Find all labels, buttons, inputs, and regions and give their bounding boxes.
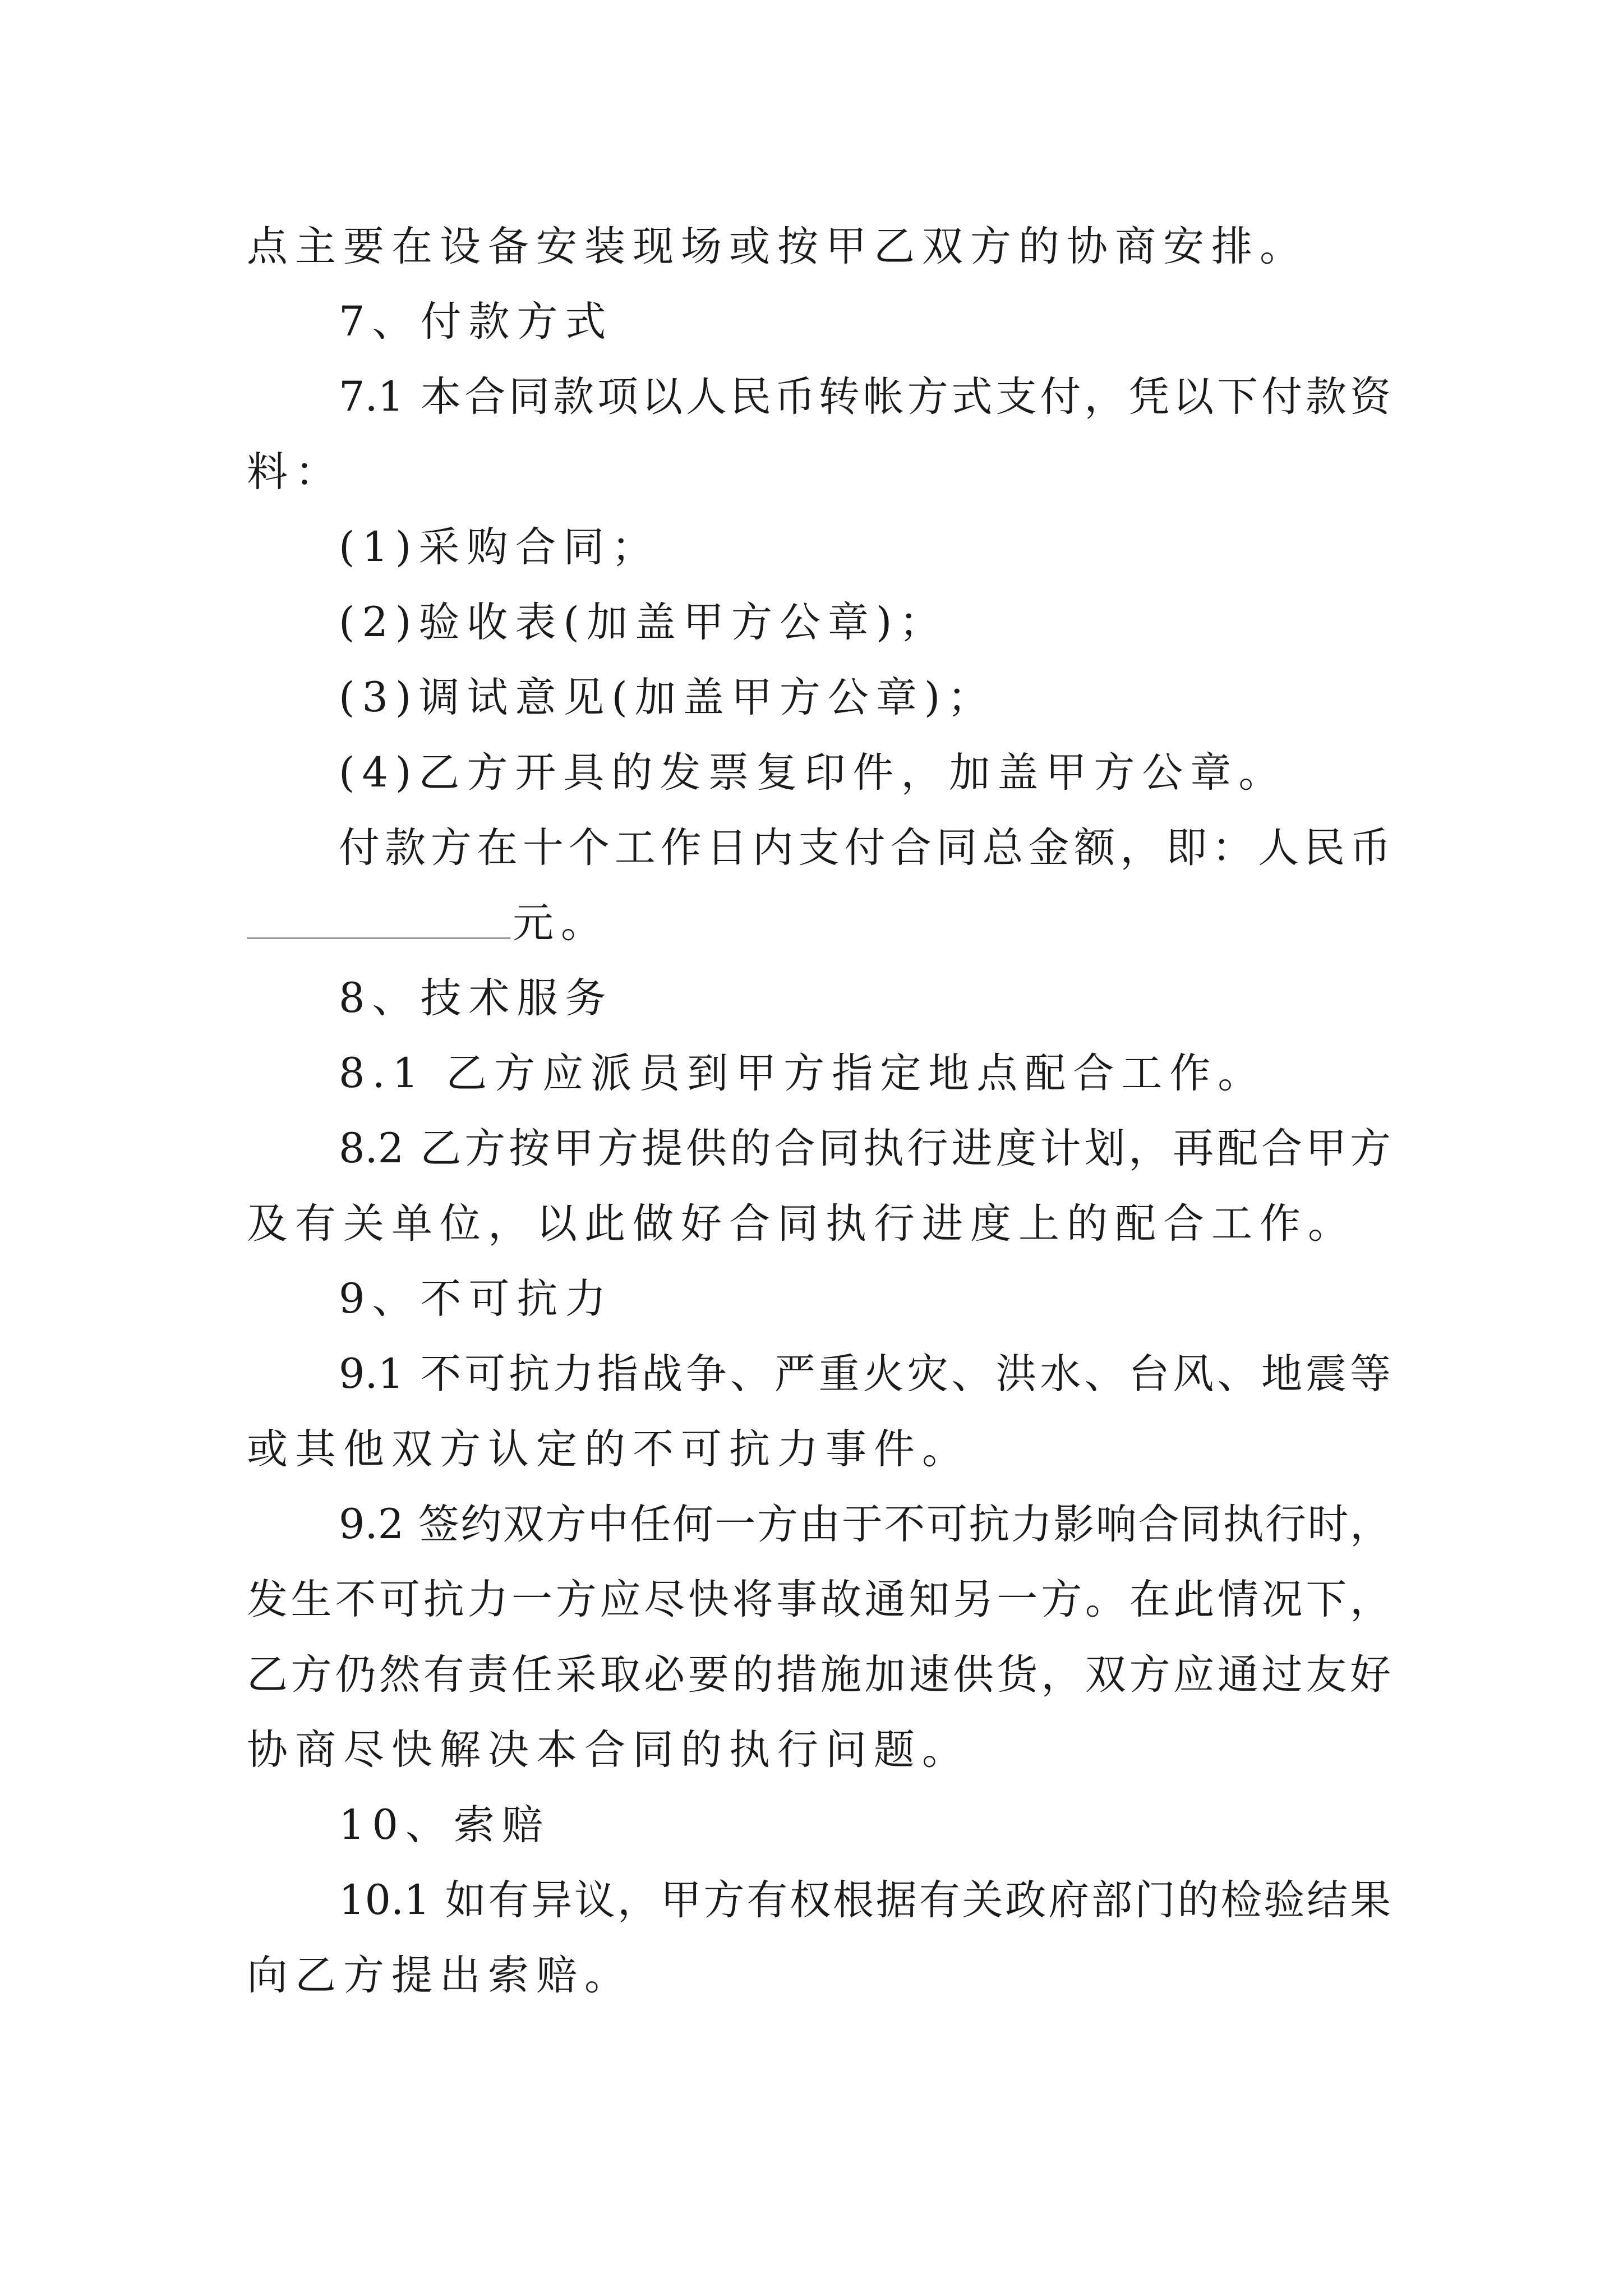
section-heading: 7、付款方式 bbox=[339, 298, 614, 346]
list-item: (4)乙方开具的发票复印件，加盖甲方公章。 bbox=[339, 749, 1287, 797]
text-line: 乙方仍然有责任采取必要的措施加速供货，双方应通过友好 bbox=[247, 1651, 1391, 1699]
amount-unit: 元。 bbox=[513, 899, 609, 947]
section-heading: 8、技术服务 bbox=[339, 974, 614, 1022]
text-line: 9.2 签约双方中任何一方由于不可抗力影响合同执行时， bbox=[339, 1501, 1391, 1548]
amount-line bbox=[247, 895, 1391, 951]
text-line: 协商尽快解决本合同的执行问题。 bbox=[247, 1726, 970, 1774]
text-line: 8.2 乙方按甲方提供的合同执行进度计划，再配合甲方 bbox=[339, 1125, 1391, 1172]
text-line: 10.1 如有异议，甲方有权根据有关政府部门的检验结果 bbox=[339, 1876, 1391, 1924]
text-line: 7.1 本合同款项以人民币转帐方式支付，凭以下付款资 bbox=[339, 373, 1391, 421]
text-line: 9.1 不可抗力指战争、严重火灾、洪水、台风、地震等 bbox=[339, 1350, 1391, 1398]
text-line: 料： bbox=[247, 448, 343, 496]
list-item: (1)采购合同； bbox=[339, 523, 660, 571]
amount-blank-field bbox=[247, 898, 510, 939]
section-heading: 9、不可抗力 bbox=[339, 1275, 614, 1323]
list-item: (2)验收表(加盖甲方公章)； bbox=[339, 599, 948, 646]
list-item: (3)调试意见(加盖甲方公章)； bbox=[339, 674, 996, 721]
text-line: 或其他双方认定的不可抗力事件。 bbox=[247, 1425, 970, 1473]
text-line: 8.1 乙方应派员到甲方指定地点配合工作。 bbox=[339, 1050, 1266, 1097]
text-line: 点主要在设备安装现场或按甲乙双方的协商安排。 bbox=[247, 223, 1308, 270]
text-line: 付款方在十个工作日内支付合同总金额，即：人民币 bbox=[339, 824, 1391, 872]
section-heading: 10、索赔 bbox=[339, 1801, 550, 1849]
text-line: 向乙方提出索赔。 bbox=[247, 1952, 633, 1999]
text-line: 及有关单位，以此做好合同执行进度上的配合工作。 bbox=[247, 1200, 1356, 1248]
text-line: 发生不可抗力一方应尽快将事故通知另一方。在此情况下， bbox=[247, 1576, 1391, 1623]
